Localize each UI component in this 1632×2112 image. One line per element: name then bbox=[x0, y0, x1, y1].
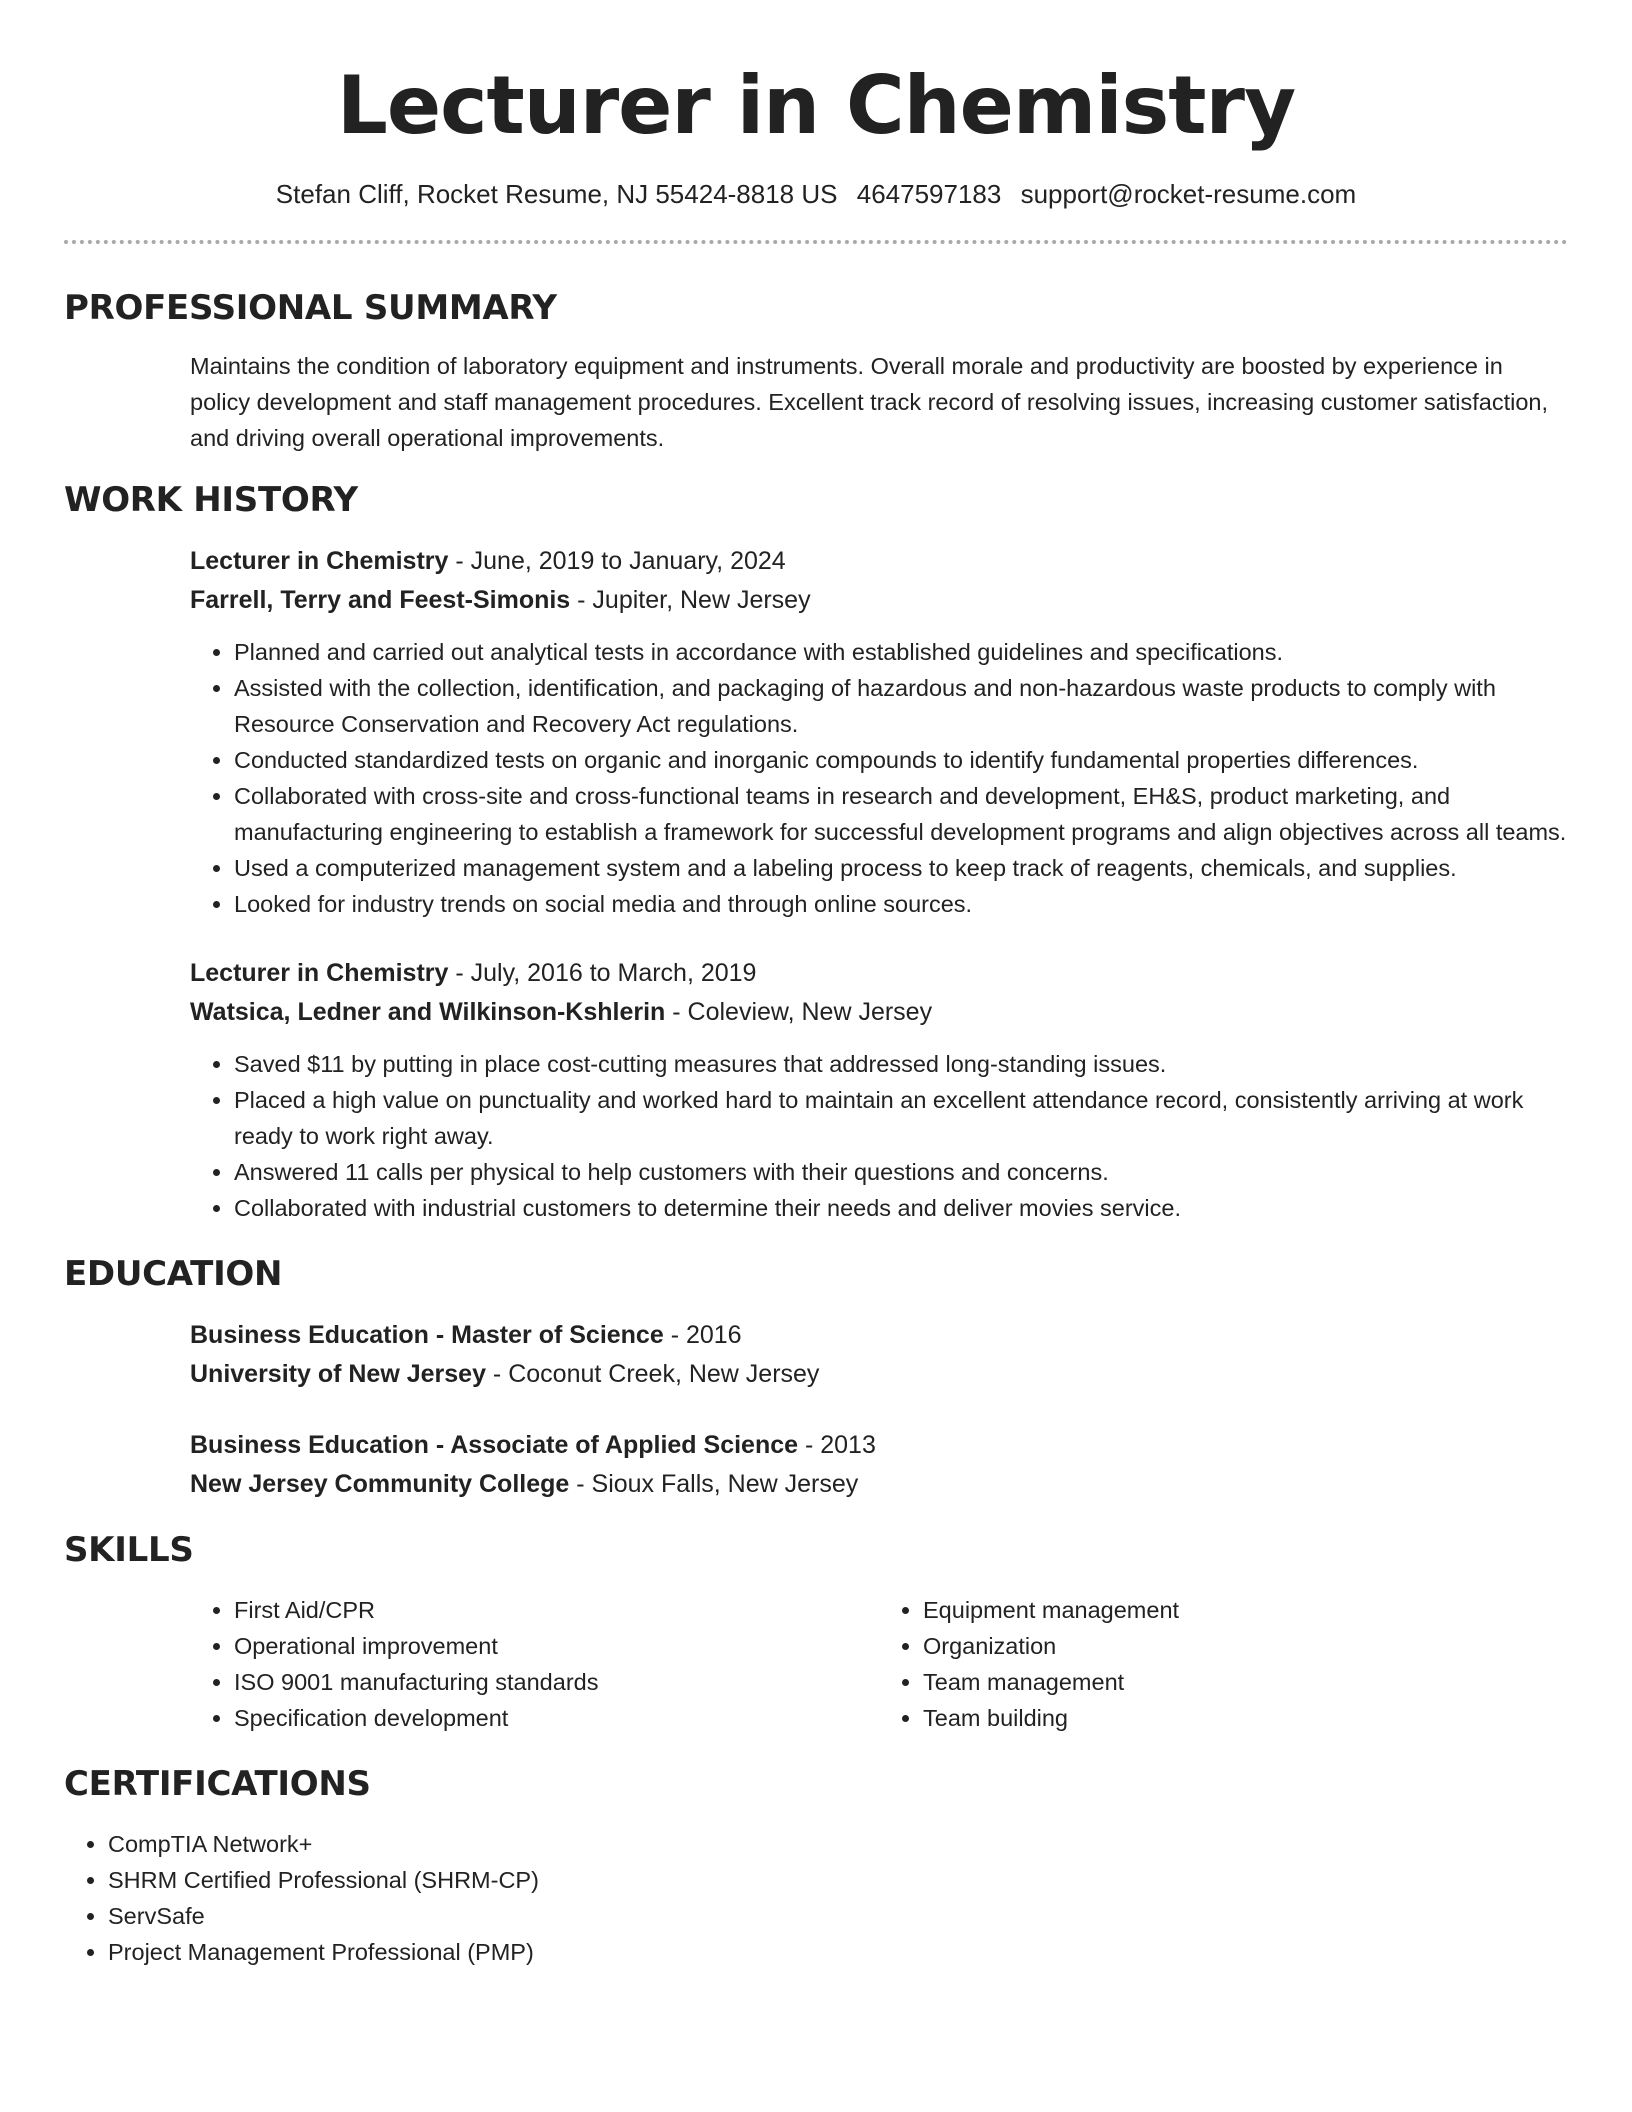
skill-item: • Team building bbox=[923, 1700, 1568, 1736]
job-company: Farrell, Terry and Feest-Simonis bbox=[190, 586, 571, 614]
certification-item: • ServSafe bbox=[108, 1898, 1568, 1934]
job-bullet: • Placed a high value on punctuality and worked hard to maintain an excellent attendance record, consistently arriving at work ready to work right away. bbox=[234, 1082, 1568, 1154]
skill-item: • Organization bbox=[923, 1628, 1568, 1664]
certifications-section bbox=[64, 1764, 1568, 1970]
header-divider bbox=[64, 240, 1568, 244]
job-location: - Jupiter, New Jersey bbox=[570, 586, 811, 614]
degree: Business Education - Master of Science bbox=[190, 1321, 664, 1349]
contact-address: Stefan Cliff, Rocket Resume, NJ 55424-8818 US bbox=[275, 179, 838, 209]
degree-year: - 2013 bbox=[798, 1431, 876, 1459]
work-history-section bbox=[64, 480, 1568, 1226]
skills-list-right bbox=[879, 1592, 1568, 1736]
skill-item: • Specification development bbox=[234, 1700, 879, 1736]
degree-line bbox=[190, 1426, 1568, 1465]
job-bullets bbox=[190, 634, 1568, 922]
job-entry bbox=[190, 954, 1568, 1226]
job-bullets bbox=[190, 1046, 1568, 1226]
job-bullet: • Assisted with the collection, identification, and packaging of hazardous and non-hazardous waste products to comply with Resource Conservation and Recovery Act regulations. bbox=[234, 670, 1568, 742]
job-dates: - June, 2019 to January, 2024 bbox=[448, 547, 786, 575]
contact-email: support@rocket-resume.com bbox=[1020, 179, 1357, 209]
job-bullet: • Used a computerized management system and a labeling process to keep track of reagents, chemicals, and supplies. bbox=[234, 850, 1568, 886]
degree-year: - 2016 bbox=[663, 1321, 742, 1349]
skill-item: • Operational improvement bbox=[234, 1628, 879, 1664]
education-entry bbox=[190, 1426, 1568, 1504]
education-section bbox=[64, 1254, 1568, 1504]
skills-list-left bbox=[190, 1592, 879, 1736]
education-heading: EDUCATION bbox=[64, 1254, 283, 1294]
job-dates: - July, 2016 to March, 2019 bbox=[448, 959, 757, 987]
certification-item: • SHRM Certified Professional (SHRM-CP) bbox=[108, 1862, 1568, 1898]
job-location: - Coleview, New Jersey bbox=[665, 998, 933, 1026]
school-line bbox=[190, 1355, 1568, 1394]
skill-item: • First Aid/CPR bbox=[234, 1592, 879, 1628]
resume-page bbox=[64, 0, 1568, 1970]
school-location: - Sioux Falls, New Jersey bbox=[569, 1470, 859, 1498]
skills-heading: SKILLS bbox=[64, 1530, 194, 1570]
education-entry bbox=[190, 1316, 1568, 1394]
job-company: Watsica, Ledner and Wilkinson-Kshlerin bbox=[190, 998, 666, 1026]
job-bullet: • Looked for industry trends on social media and through online sources. bbox=[234, 886, 1568, 922]
certifications-heading: CERTIFICATIONS bbox=[64, 1764, 371, 1804]
job-bullet: • Planned and carried out analytical tests in accordance with established guidelines and specifications. bbox=[234, 634, 1568, 670]
job-title-line bbox=[190, 954, 1568, 993]
job-bullet: • Collaborated with industrial customers to determine their needs and deliver movies service. bbox=[234, 1190, 1568, 1226]
summary-heading: PROFESSIONAL SUMMARY bbox=[64, 288, 557, 328]
job-title-line bbox=[190, 542, 1568, 581]
job-company-line bbox=[190, 581, 1568, 620]
job-bullet: • Answered 11 calls per physical to help customers with their questions and concerns. bbox=[234, 1154, 1568, 1190]
candidate-title: Lecturer in Chemistry bbox=[336, 59, 1296, 152]
job-company-line bbox=[190, 993, 1568, 1032]
skill-item: • Equipment management bbox=[923, 1592, 1568, 1628]
work-history-heading: WORK HISTORY bbox=[64, 480, 358, 520]
summary-text: Maintains the condition of laboratory equipment and instruments. Overall morale and productivity are boosted by experience in policy development and staff management procedures. Excellent track record of resolving issues, increasing customer satisfaction, and driving overall operational improvements. bbox=[190, 353, 1549, 451]
school: University of New Jersey bbox=[190, 1360, 486, 1388]
degree-line bbox=[190, 1316, 1568, 1355]
job-role: Lecturer in Chemistry bbox=[190, 959, 449, 987]
job-role: Lecturer in Chemistry bbox=[190, 547, 449, 575]
school-line bbox=[190, 1465, 1568, 1504]
skills-section bbox=[64, 1530, 1568, 1736]
job-bullet: • Conducted standardized tests on organic and inorganic compounds to identify fundamental properties differences. bbox=[234, 742, 1568, 778]
certification-item: • Project Management Professional (PMP) bbox=[108, 1934, 1568, 1970]
degree: Business Education - Associate of Applied Science bbox=[190, 1431, 799, 1459]
summary-section bbox=[64, 288, 1568, 456]
skill-item: • Team management bbox=[923, 1664, 1568, 1700]
job-entry bbox=[190, 542, 1568, 922]
skills-columns bbox=[190, 1592, 1568, 1736]
job-bullet: • Collaborated with cross-site and cross-functional teams in research and development, EH&S, product marketing, and manufacturing engineering to establish a framework for successful development programs and align objectives across all teams. bbox=[234, 778, 1568, 850]
contact-phone: 4647597183 bbox=[856, 179, 1002, 209]
certification-item: • CompTIA Network+ bbox=[108, 1826, 1568, 1862]
contact-line bbox=[64, 178, 1568, 210]
school: New Jersey Community College bbox=[190, 1470, 570, 1498]
school-location: - Coconut Creek, New Jersey bbox=[485, 1360, 820, 1388]
certifications-list bbox=[64, 1826, 1568, 1970]
skill-item: • ISO 9001 manufacturing standards bbox=[234, 1664, 879, 1700]
job-bullet: • Saved $11 by putting in place cost-cutting measures that addressed long-standing issues. bbox=[234, 1046, 1568, 1082]
